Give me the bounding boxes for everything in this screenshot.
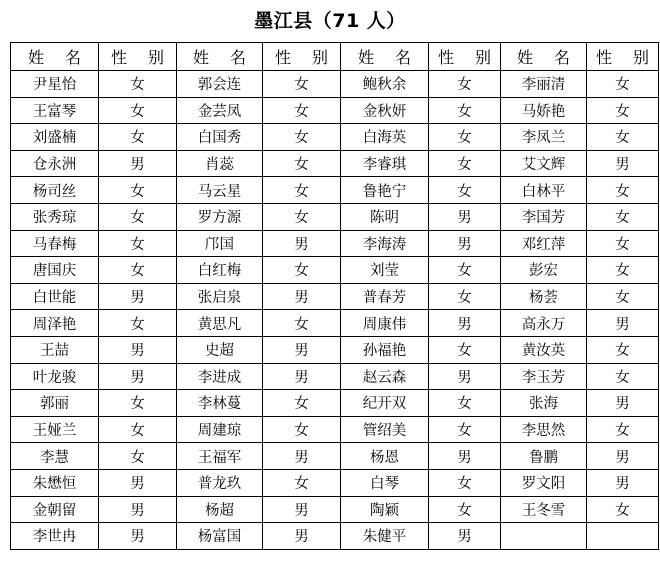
name-cell: 纪开双 <box>341 390 429 417</box>
gender-cell: 男 <box>587 150 659 177</box>
name-cell: 黄思凡 <box>177 310 263 337</box>
table-row <box>11 443 659 470</box>
name-cell: 杨超 <box>177 496 263 523</box>
name-cell: 陈明 <box>341 203 429 230</box>
name-cell: 郭会连 <box>177 71 263 98</box>
gender-cell: 女 <box>99 390 177 417</box>
name-cell: 李睿琪 <box>341 150 429 177</box>
name-cell: 鲍秋余 <box>341 71 429 98</box>
name-cell: 马娇艳 <box>501 97 587 124</box>
header-name-3: 姓 名 <box>341 43 429 71</box>
gender-cell: 男 <box>429 310 501 337</box>
name-cell: 朱健平 <box>341 523 429 550</box>
name-cell: 孙福艳 <box>341 336 429 363</box>
gender-cell: 女 <box>429 71 501 98</box>
name-cell: 李世冉 <box>11 523 99 550</box>
name-cell: 普龙玖 <box>177 469 263 496</box>
header-gender-1: 性 别 <box>99 43 177 71</box>
name-cell: 王富琴 <box>11 97 99 124</box>
gender-cell: 女 <box>263 416 341 443</box>
gender-cell: 女 <box>429 469 501 496</box>
name-cell: 仓永洲 <box>11 150 99 177</box>
name-cell: 白世能 <box>11 283 99 310</box>
gender-cell: 女 <box>263 177 341 204</box>
gender-cell: 女 <box>263 469 341 496</box>
name-cell: 邝国 <box>177 230 263 257</box>
table-row <box>11 363 659 390</box>
gender-cell: 男 <box>587 469 659 496</box>
name-cell: 杨恩 <box>341 443 429 470</box>
gender-cell: 女 <box>587 71 659 98</box>
table-row <box>11 71 659 98</box>
gender-cell: 男 <box>99 150 177 177</box>
name-cell: 白琴 <box>341 469 429 496</box>
table-row <box>11 336 659 363</box>
name-cell: 刘莹 <box>341 257 429 284</box>
gender-cell: 女 <box>263 310 341 337</box>
name-cell: 周康伟 <box>341 310 429 337</box>
header-gender-2: 性 别 <box>263 43 341 71</box>
gender-cell: 女 <box>263 257 341 284</box>
name-cell: 李进成 <box>177 363 263 390</box>
gender-cell: 女 <box>429 150 501 177</box>
table-row <box>11 124 659 151</box>
name-cell: 白海英 <box>341 124 429 151</box>
gender-cell: 女 <box>99 257 177 284</box>
gender-cell: 女 <box>429 336 501 363</box>
name-cell: 李慧 <box>11 443 99 470</box>
table-row <box>11 150 659 177</box>
name-cell: 邓红萍 <box>501 230 587 257</box>
gender-cell: 男 <box>99 523 177 550</box>
name-cell: 史超 <box>177 336 263 363</box>
page-title: 墨江县（71 人） <box>254 10 406 32</box>
name-cell: 黄汝英 <box>501 336 587 363</box>
name-cell: 马云星 <box>177 177 263 204</box>
gender-cell: 女 <box>263 124 341 151</box>
name-cell: 唐国庆 <box>11 257 99 284</box>
gender-cell: 男 <box>99 469 177 496</box>
name-cell: 王娅兰 <box>11 416 99 443</box>
gender-cell: 女 <box>263 203 341 230</box>
name-cell: 朱懋恒 <box>11 469 99 496</box>
name-cell: 李国芳 <box>501 203 587 230</box>
gender-cell: 男 <box>99 336 177 363</box>
roster-table <box>10 42 659 550</box>
gender-cell <box>587 523 659 550</box>
gender-cell: 女 <box>99 177 177 204</box>
name-cell: 王福军 <box>177 443 263 470</box>
gender-cell: 女 <box>99 443 177 470</box>
name-cell: 鲁鹏 <box>501 443 587 470</box>
table-row <box>11 390 659 417</box>
gender-cell: 女 <box>429 124 501 151</box>
table-row <box>11 257 659 284</box>
name-cell: 白国秀 <box>177 124 263 151</box>
gender-cell: 女 <box>429 177 501 204</box>
gender-cell: 女 <box>587 363 659 390</box>
gender-cell: 女 <box>587 203 659 230</box>
table-row <box>11 177 659 204</box>
name-cell: 李丽清 <box>501 71 587 98</box>
gender-cell: 女 <box>429 257 501 284</box>
name-cell: 王冬雪 <box>501 496 587 523</box>
table-row <box>11 283 659 310</box>
gender-cell: 男 <box>263 283 341 310</box>
name-cell: 白林平 <box>501 177 587 204</box>
gender-cell: 女 <box>587 177 659 204</box>
gender-cell: 男 <box>263 443 341 470</box>
name-cell: 张启泉 <box>177 283 263 310</box>
gender-cell: 女 <box>263 390 341 417</box>
gender-cell: 男 <box>99 363 177 390</box>
table-row <box>11 97 659 124</box>
name-cell: 李思然 <box>501 416 587 443</box>
gender-cell: 男 <box>587 443 659 470</box>
gender-cell: 男 <box>429 203 501 230</box>
name-cell: 罗文阳 <box>501 469 587 496</box>
gender-cell: 男 <box>587 310 659 337</box>
gender-cell: 女 <box>99 97 177 124</box>
name-cell: 李林蔓 <box>177 390 263 417</box>
name-cell: 周泽艳 <box>11 310 99 337</box>
name-cell: 李凤兰 <box>501 124 587 151</box>
gender-cell: 男 <box>99 283 177 310</box>
name-cell: 彭宏 <box>501 257 587 284</box>
gender-cell: 女 <box>99 230 177 257</box>
gender-cell: 男 <box>263 496 341 523</box>
gender-cell: 女 <box>587 336 659 363</box>
gender-cell: 女 <box>99 310 177 337</box>
gender-cell: 女 <box>429 390 501 417</box>
name-cell: 金芸凤 <box>177 97 263 124</box>
gender-cell: 女 <box>587 230 659 257</box>
gender-cell: 男 <box>263 230 341 257</box>
name-cell: 王喆 <box>11 336 99 363</box>
name-cell: 杨荟 <box>501 283 587 310</box>
name-cell: 张秀琼 <box>11 203 99 230</box>
gender-cell: 女 <box>587 257 659 284</box>
name-cell: 叶龙骏 <box>11 363 99 390</box>
name-cell: 刘盛楠 <box>11 124 99 151</box>
gender-cell: 女 <box>99 203 177 230</box>
header-gender-4: 性 别 <box>587 43 659 71</box>
name-cell: 金朝留 <box>11 496 99 523</box>
name-cell: 李玉芳 <box>501 363 587 390</box>
name-cell: 高永万 <box>501 310 587 337</box>
gender-cell: 女 <box>99 124 177 151</box>
gender-cell: 女 <box>429 416 501 443</box>
header-name-4: 姓 名 <box>501 43 587 71</box>
gender-cell: 男 <box>263 336 341 363</box>
name-cell: 周建琼 <box>177 416 263 443</box>
name-cell: 赵云森 <box>341 363 429 390</box>
table-row <box>11 230 659 257</box>
gender-cell: 男 <box>263 523 341 550</box>
gender-cell: 女 <box>587 124 659 151</box>
name-cell: 郭丽 <box>11 390 99 417</box>
gender-cell: 女 <box>587 283 659 310</box>
gender-cell: 男 <box>429 363 501 390</box>
table-row <box>11 310 659 337</box>
table-row <box>11 203 659 230</box>
table-row <box>11 416 659 443</box>
gender-cell: 女 <box>429 496 501 523</box>
gender-cell: 女 <box>263 71 341 98</box>
header-row <box>11 43 659 71</box>
name-cell: 白红梅 <box>177 257 263 284</box>
header-gender-3: 性 别 <box>429 43 501 71</box>
name-cell <box>501 523 587 550</box>
gender-cell: 女 <box>587 496 659 523</box>
header-name-2: 姓 名 <box>177 43 263 71</box>
name-cell: 艾文辉 <box>501 150 587 177</box>
name-cell: 张海 <box>501 390 587 417</box>
name-cell: 杨富国 <box>177 523 263 550</box>
table-row <box>11 496 659 523</box>
name-cell: 管绍美 <box>341 416 429 443</box>
table-row <box>11 469 659 496</box>
gender-cell: 男 <box>429 230 501 257</box>
name-cell: 陶颖 <box>341 496 429 523</box>
name-cell: 肖蕊 <box>177 150 263 177</box>
name-cell: 马春梅 <box>11 230 99 257</box>
table-row <box>11 523 659 550</box>
gender-cell: 女 <box>429 97 501 124</box>
name-cell: 李海涛 <box>341 230 429 257</box>
gender-cell: 女 <box>263 150 341 177</box>
gender-cell: 男 <box>587 390 659 417</box>
gender-cell: 男 <box>429 443 501 470</box>
gender-cell: 女 <box>429 283 501 310</box>
gender-cell: 女 <box>263 97 341 124</box>
name-cell: 罗方源 <box>177 203 263 230</box>
gender-cell: 男 <box>263 363 341 390</box>
header-name-1: 姓 名 <box>11 43 99 71</box>
name-cell: 金秋妍 <box>341 97 429 124</box>
gender-cell: 男 <box>429 523 501 550</box>
name-cell: 尹星怡 <box>11 71 99 98</box>
gender-cell: 男 <box>99 496 177 523</box>
name-cell: 鲁艳宁 <box>341 177 429 204</box>
gender-cell: 女 <box>587 416 659 443</box>
gender-cell: 女 <box>99 416 177 443</box>
gender-cell: 女 <box>99 71 177 98</box>
name-cell: 杨司丝 <box>11 177 99 204</box>
name-cell: 普春芳 <box>341 283 429 310</box>
gender-cell: 女 <box>587 97 659 124</box>
